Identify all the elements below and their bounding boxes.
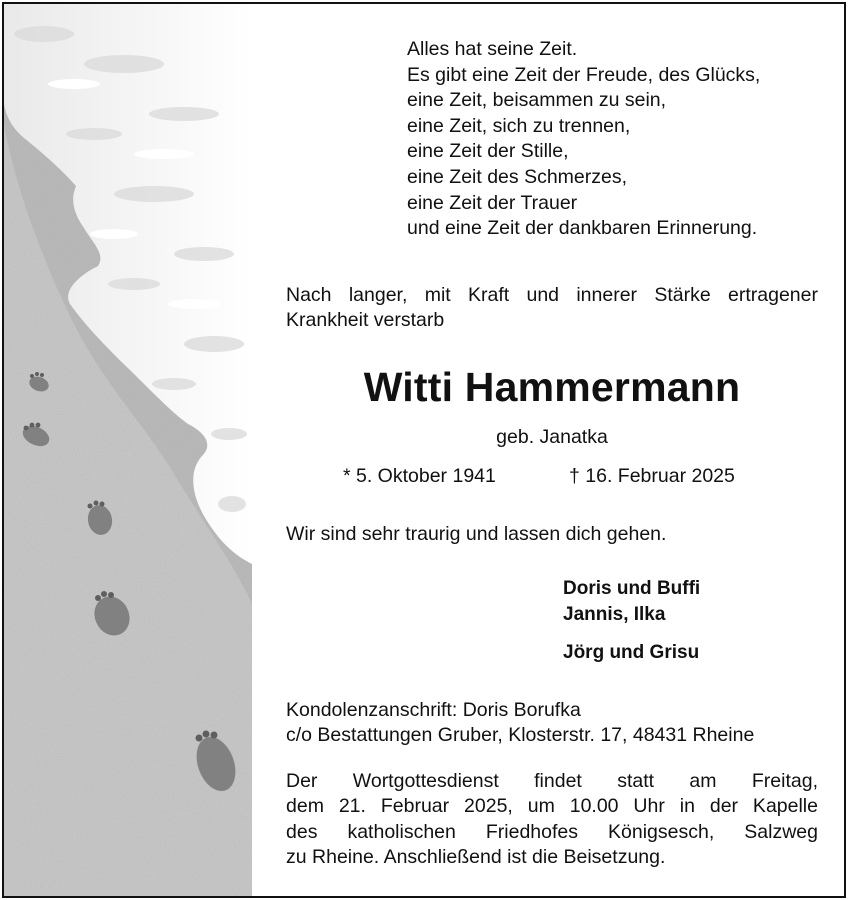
death-date: † 16. Februar 2025	[569, 465, 735, 487]
poem-line: eine Zeit der Trauer	[407, 191, 578, 214]
condolence-line: Kondolenzanschrift: Doris Borufka	[286, 699, 581, 721]
maiden-name: geb. Janatka	[496, 426, 608, 448]
beach-footprints-icon	[4, 4, 252, 896]
poem-line: eine Zeit des Schmerzes,	[407, 165, 628, 188]
poem-line: Es gibt eine Zeit der Freude, des Glücks,	[407, 63, 761, 86]
obituary-notice	[2, 2, 846, 898]
service-line: dem 21. Februar 2025, um 10.00 Uhr in der Kapelle	[286, 795, 818, 818]
mourner-name: Jörg und Grisu	[563, 642, 700, 663]
beach-footprints-image	[4, 4, 252, 896]
poem-line: eine Zeit der Stille,	[407, 140, 569, 163]
service-info	[286, 769, 818, 871]
intro-line: Krankheit verstarb	[286, 309, 445, 332]
deceased-name: Witti Hammermann	[363, 364, 741, 410]
birth-date: * 5. Oktober 1941	[343, 465, 496, 487]
service-line: Der Wortgottesdienst findet statt am Freitag,	[286, 770, 818, 792]
poem-line: Alles hat seine Zeit.	[407, 38, 578, 60]
intro-line: Nach langer, mit Kraft und innerer Stärke ertragener	[286, 284, 818, 306]
intro-text	[286, 283, 818, 334]
poem-line: und eine Zeit der dankbaren Erinnerung.	[407, 217, 758, 240]
poem-line: eine Zeit, sich zu trennen,	[407, 114, 631, 137]
service-line: des katholischen Friedhofes Königsesch, Salzweg	[286, 820, 818, 843]
poem-line: eine Zeit, beisammen zu sein,	[407, 89, 667, 112]
condolence-address	[286, 698, 818, 749]
service-line: zu Rheine. Anschließend ist die Beisetzung.	[286, 846, 666, 869]
mourner-name: Jannis, Ilka	[563, 604, 666, 625]
mourner-name: Doris und Buffi	[563, 578, 701, 599]
poem	[407, 37, 760, 242]
farewell-text: Wir sind sehr traurig und lassen dich gehen.	[286, 523, 667, 545]
condolence-line: c/o Bestattungen Gruber, Klosterstr. 17, 48431 Rheine	[286, 724, 755, 747]
